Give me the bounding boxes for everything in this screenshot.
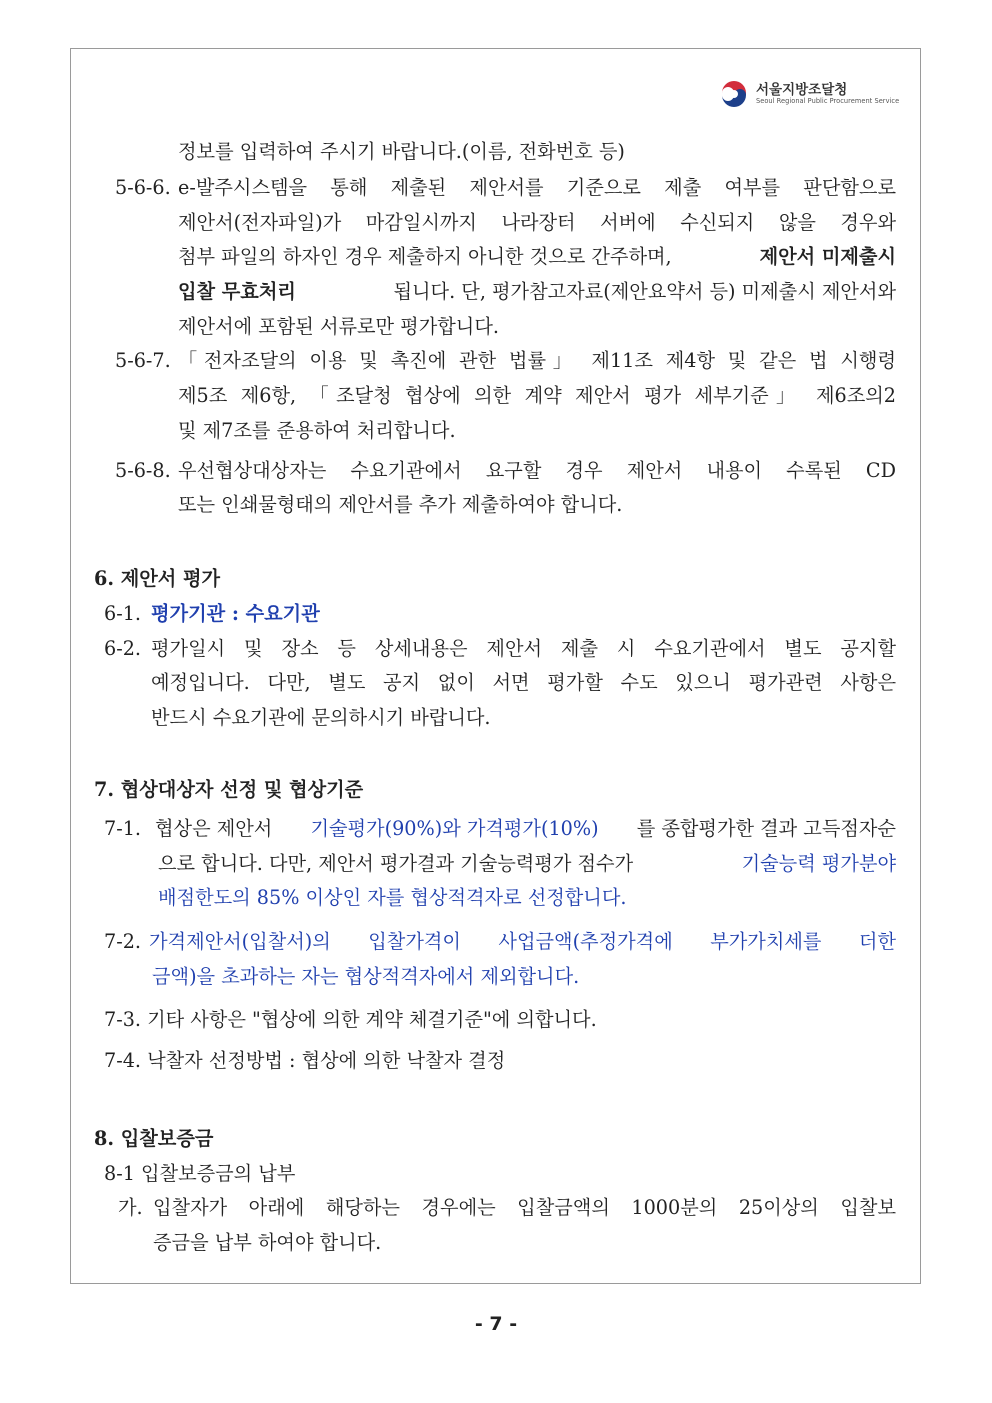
item-6-2-line1: 평가일시 및 장소 등 상세내용은 제안서 제출 시 수요기관에서 별도 공지할 — [151, 637, 896, 660]
item-7-1-line1 — [155, 817, 896, 841]
section-8-heading: 8. 입찰보증금 — [94, 1127, 214, 1150]
item-5-6-6-line3-bold: 제안서 미제출시 — [759, 245, 896, 268]
item-ga-line2: 증금을 납부 하여야 합니다. — [153, 1231, 382, 1254]
item-5-6-8-number: 5-6-8. — [115, 459, 171, 482]
item-6-1-number: 6-1. — [104, 602, 141, 625]
item-ga-number: 가. — [118, 1196, 143, 1219]
item-5-6-6-line5: 제안서에 포함된 서류로만 평가합니다. — [178, 315, 499, 338]
item-5-6-7-line2: 제5조 제6항, 「조달청 협상에 의한 계약 제안서 평가 세부기준」 제6조의2 — [178, 384, 896, 407]
prev-item-continuation: 정보를 입력하여 주시기 바랍니다.(이름, 전화번호 등) — [178, 140, 625, 163]
page-number: - 7 - — [474, 1313, 518, 1335]
item-5-6-8-line1: 우선협상대상자는 수요기관에서 요구할 경우 제안서 내용이 수록된 CD — [178, 459, 896, 482]
item-5-6-7-number: 5-6-7. — [115, 349, 171, 372]
item-7-4: 7-4. 낙찰자 선정방법 : 협상에 의한 낙찰자 결정 — [104, 1049, 506, 1072]
item-7-1-number: 7-1. — [104, 817, 141, 840]
item-6-2-number: 6-2. — [104, 637, 141, 660]
item-5-6-7-line1: 「전자조달의 이용 및 촉진에 관한 법률」 제11조 제4항 및 같은 법 시행령 — [178, 349, 896, 372]
item-7-1-line1-highlight: 기술평가(90%)와 가격평가(10%) — [310, 817, 599, 840]
item-7-1-line2-a: 으로 합니다. 다만, 제안서 평가결과 기술능력평가 점수가 — [158, 852, 634, 875]
item-7-1-line2-highlight: 기술능력 평가분야 — [741, 852, 896, 875]
item-5-6-6-line1: e-발주시스템을 통해 제출된 제안서를 기준으로 제출 여부를 판단함으로 — [178, 176, 896, 199]
item-6-1-text: 평가기관 : 수요기관 — [151, 602, 320, 625]
section-6-heading: 6. 제안서 평가 — [94, 567, 221, 590]
item-7-1-line1-c: 를 종합평가한 결과 고득점자순 — [636, 817, 896, 840]
item-6-2-line2: 예정입니다. 다만, 별도 공지 없이 서면 평가할 수도 있으니 평가관련 사항은 — [151, 671, 896, 694]
section-7-heading: 7. 협상대상자 선정 및 협상기준 — [94, 778, 364, 801]
logo-korean-name: 서울지방조달청 — [756, 82, 848, 98]
logo-english-name: Seoul Regional Public Procurement Service — [756, 97, 900, 105]
item-6-2-line3: 반드시 수요기관에 문의하시기 바랍니다. — [151, 706, 491, 729]
item-7-3: 7-3. 기타 사항은 "협상에 의한 계약 체결기준"에 의합니다. — [104, 1008, 597, 1031]
item-7-1-line1-a: 협상은 제안서 — [155, 817, 273, 840]
item-5-6-7-line3: 및 제7조를 준용하여 처리합니다. — [178, 419, 456, 442]
item-5-6-6-number: 5-6-6. — [115, 176, 171, 199]
item-5-6-6-line4 — [178, 280, 896, 304]
item-7-1-line2 — [158, 852, 896, 876]
item-5-6-6-line3 — [178, 245, 896, 269]
item-ga-line1: 입찰자가 아래에 해당하는 경우에는 입찰금액의 1000분의 25이상의 입찰보 — [153, 1196, 896, 1219]
taegeuk-icon — [718, 78, 750, 110]
item-8-1-heading: 8-1 입찰보증금의 납부 — [104, 1162, 296, 1185]
item-7-1-line3: 배점한도의 85% 이상인 자를 협상적격자로 선정합니다. — [158, 886, 627, 909]
item-5-6-6-line3-text: 첨부 파일의 하자인 경우 제출하지 아니한 것으로 간주하며, — [178, 245, 672, 268]
item-5-6-6-line4-bold: 입찰 무효처리 — [178, 280, 296, 303]
item-5-6-8-line2: 또는 인쇄물형태의 제안서를 추가 제출하여야 합니다. — [178, 493, 623, 516]
item-5-6-6-line4-text: 됩니다. 단, 평가참고자료(제안요약서 등) 미제출시 제안서와 — [393, 280, 896, 303]
item-5-6-6-line2: 제안서(전자파일)가 마감일시까지 나라장터 서버에 수신되지 않을 경우와 — [178, 211, 896, 234]
item-7-2-number: 7-2. — [104, 930, 141, 953]
item-7-2-line2: 금액)을 초과하는 자는 협상적격자에서 제외합니다. — [152, 965, 580, 988]
item-7-2-line1: 가격제안서(입찰서)의 입찰가격이 사업금액(추정가격에 부가가치세를 더한 — [149, 930, 896, 953]
